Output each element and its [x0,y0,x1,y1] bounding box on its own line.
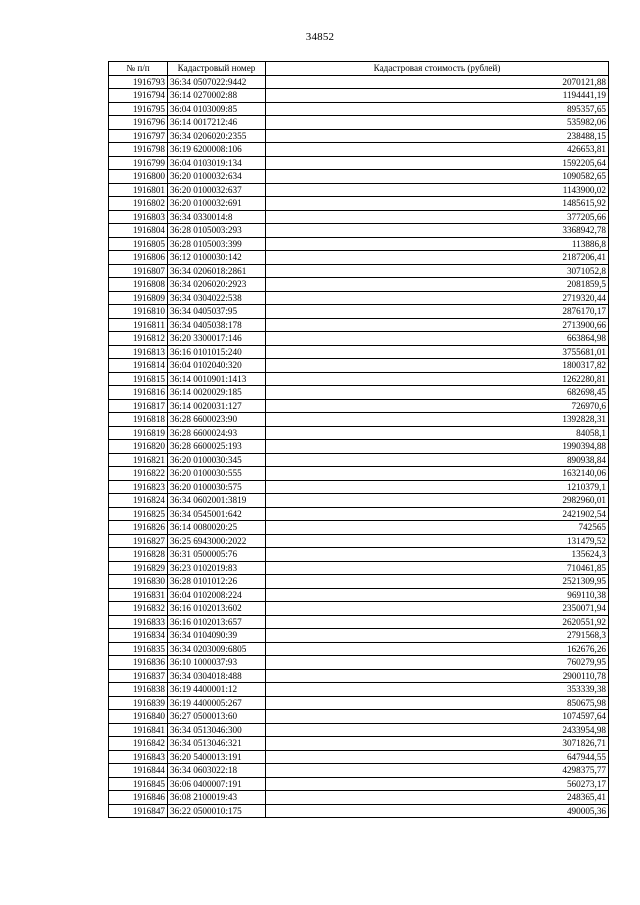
row-index-cell: 1916807 [109,264,168,278]
cadastral-number-cell: 36:20 0100032:637 [168,183,266,197]
cadastral-value-cell: 1262280,81 [266,372,609,386]
row-index-cell: 1916796 [109,116,168,130]
cadastral-number-cell: 36:06 0400007:191 [168,777,266,791]
cadastral-number-cell: 36:10 1000037:93 [168,656,266,670]
cadastral-value-cell: 1090582,65 [266,170,609,184]
cadastral-value-cell: 2620551,92 [266,615,609,629]
row-index-cell: 1916805 [109,237,168,251]
cadastral-number-cell: 36:27 0500013:60 [168,710,266,724]
column-header-cadastral-number: Кадастровый номер [168,62,266,76]
table-row [109,669,609,683]
cadastral-value-cell: 2900110,78 [266,669,609,683]
cadastral-value-cell: 663864,98 [266,332,609,346]
cadastral-number-cell: 36:34 0203009:6805 [168,642,266,656]
cadastral-number-cell: 36:20 3300017:146 [168,332,266,346]
row-index-cell: 1916812 [109,332,168,346]
row-index-cell: 1916814 [109,359,168,373]
row-index-cell: 1916835 [109,642,168,656]
table-row [109,561,609,575]
cadastral-number-cell: 36:34 0330014:8 [168,210,266,224]
table-row [109,696,609,710]
row-index-cell: 1916840 [109,710,168,724]
row-index-cell: 1916820 [109,440,168,454]
table-row [109,467,609,481]
cadastral-value-cell: 1485615,92 [266,197,609,211]
cadastral-value-cell: 248365,41 [266,791,609,805]
row-index-cell: 1916822 [109,467,168,481]
cadastral-number-cell: 36:34 0104090:39 [168,629,266,643]
cadastral-number-cell: 36:34 0405037:95 [168,305,266,319]
table-row [109,440,609,454]
table-row [109,656,609,670]
cadastral-value-cell: 1392828,31 [266,413,609,427]
row-index-cell: 1916800 [109,170,168,184]
cadastral-number-cell: 36:20 0100030:575 [168,480,266,494]
cadastral-value-cell: 1210379,1 [266,480,609,494]
cadastral-number-cell: 36:14 0020029:185 [168,386,266,400]
table-row [109,291,609,305]
row-index-cell: 1916821 [109,453,168,467]
cadastral-value-cell: 2719320,44 [266,291,609,305]
row-index-cell: 1916797 [109,129,168,143]
column-header-cadastral-value: Кадастровая стоимость (рублей) [266,62,609,76]
table-body [109,75,609,818]
row-index-cell: 1916818 [109,413,168,427]
table-row [109,318,609,332]
table-row [109,332,609,346]
row-index-cell: 1916825 [109,507,168,521]
row-index-cell: 1916828 [109,548,168,562]
table-row [109,642,609,656]
table-row [109,750,609,764]
table-row [109,588,609,602]
table-row [109,129,609,143]
cadastral-number-cell: 36:14 0080020:25 [168,521,266,535]
table-row [109,602,609,616]
cadastral-value-cell: 682698,45 [266,386,609,400]
table-row [109,494,609,508]
row-index-cell: 1916834 [109,629,168,643]
cadastral-number-cell: 36:14 0270002:88 [168,89,266,103]
cadastral-value-cell: 2791568,3 [266,629,609,643]
row-index-cell: 1916803 [109,210,168,224]
table-row [109,224,609,238]
row-index-cell: 1916810 [109,305,168,319]
row-index-cell: 1916801 [109,183,168,197]
table-row [109,413,609,427]
table-row [109,683,609,697]
row-index-cell: 1916839 [109,696,168,710]
row-index-cell: 1916809 [109,291,168,305]
cadastral-value-cell: 1074597,64 [266,710,609,724]
table-row [109,264,609,278]
table-row [109,183,609,197]
column-header-index: № п/п [109,62,168,76]
row-index-cell: 1916843 [109,750,168,764]
cadastral-value-cell: 238488,15 [266,129,609,143]
row-index-cell: 1916830 [109,575,168,589]
table-row [109,359,609,373]
cadastral-number-cell: 36:28 0105003:399 [168,237,266,251]
row-index-cell: 1916793 [109,75,168,89]
cadastral-value-cell: 969110,38 [266,588,609,602]
cadastral-number-cell: 36:34 0206020:2923 [168,278,266,292]
cadastral-value-cell: 135624,3 [266,548,609,562]
cadastral-number-cell: 36:14 0020031:127 [168,399,266,413]
cadastral-value-cell: 1143900,02 [266,183,609,197]
row-index-cell: 1916826 [109,521,168,535]
cadastral-value-cell: 742565 [266,521,609,535]
cadastral-number-cell: 36:23 0102019:83 [168,561,266,575]
cadastral-value-cell: 726970,6 [266,399,609,413]
row-index-cell: 1916819 [109,426,168,440]
row-index-cell: 1916806 [109,251,168,265]
table-row [109,143,609,157]
cadastral-number-cell: 36:04 0102008:224 [168,588,266,602]
row-index-cell: 1916836 [109,656,168,670]
row-index-cell: 1916842 [109,737,168,751]
cadastral-value-cell: 2521309,95 [266,575,609,589]
table-row [109,386,609,400]
row-index-cell: 1916845 [109,777,168,791]
cadastral-number-cell: 36:16 0102013:657 [168,615,266,629]
cadastral-value-cell: 377205,66 [266,210,609,224]
table-row [109,305,609,319]
cadastral-number-cell: 36:19 4400005:267 [168,696,266,710]
table-row [109,777,609,791]
table-header-row [109,62,609,76]
cadastral-number-cell: 36:19 6200008:106 [168,143,266,157]
row-index-cell: 1916804 [109,224,168,238]
table-row [109,507,609,521]
table-row [109,278,609,292]
row-index-cell: 1916827 [109,534,168,548]
table-row [109,251,609,265]
cadastral-number-cell: 36:16 0102013:602 [168,602,266,616]
row-index-cell: 1916795 [109,102,168,116]
cadastral-number-cell: 36:14 0017212:46 [168,116,266,130]
row-index-cell: 1916837 [109,669,168,683]
table-row [109,548,609,562]
table-row [109,210,609,224]
cadastral-value-cell: 84058,1 [266,426,609,440]
cadastral-number-cell: 36:28 0101012:26 [168,575,266,589]
cadastral-value-cell: 1592205,64 [266,156,609,170]
table-row [109,615,609,629]
cadastral-value-cell: 1194441,19 [266,89,609,103]
cadastral-number-cell: 36:34 0304018:488 [168,669,266,683]
table-row [109,710,609,724]
row-index-cell: 1916844 [109,764,168,778]
cadastral-value-cell: 890938,84 [266,453,609,467]
row-index-cell: 1916802 [109,197,168,211]
cadastral-value-cell: 3755681,01 [266,345,609,359]
row-index-cell: 1916813 [109,345,168,359]
table-row [109,521,609,535]
cadastral-value-cell: 895357,65 [266,102,609,116]
row-index-cell: 1916841 [109,723,168,737]
row-index-cell: 1916794 [109,89,168,103]
row-index-cell: 1916846 [109,791,168,805]
table-row [109,345,609,359]
table-row [109,453,609,467]
row-index-cell: 1916847 [109,804,168,818]
table-row [109,804,609,818]
cadastral-number-cell: 36:20 0100030:555 [168,467,266,481]
cadastral-number-cell: 36:34 0507022:9442 [168,75,266,89]
cadastral-value-cell: 560273,17 [266,777,609,791]
cadastral-value-cell: 2982960,01 [266,494,609,508]
cadastral-number-cell: 36:19 4400001:12 [168,683,266,697]
table-row [109,575,609,589]
cadastral-number-cell: 36:34 0304022:538 [168,291,266,305]
cadastral-value-cell: 1800317,82 [266,359,609,373]
table-row [109,534,609,548]
row-index-cell: 1916808 [109,278,168,292]
cadastral-number-cell: 36:28 6600023:90 [168,413,266,427]
page-number: 34852 [305,31,335,43]
table-row [109,764,609,778]
cadastral-number-cell: 36:31 0500005:76 [168,548,266,562]
cadastral-value-cell: 490005,36 [266,804,609,818]
cadastral-value-cell: 2876170,17 [266,305,609,319]
row-index-cell: 1916829 [109,561,168,575]
row-index-cell: 1916815 [109,372,168,386]
cadastral-number-cell: 36:20 0100030:345 [168,453,266,467]
cadastral-number-cell: 36:28 6600024:93 [168,426,266,440]
table-row [109,399,609,413]
cadastral-number-cell: 36:04 0103009:85 [168,102,266,116]
row-index-cell: 1916838 [109,683,168,697]
cadastral-value-cell: 131479,52 [266,534,609,548]
cadastral-number-cell: 36:08 2100019:43 [168,791,266,805]
cadastral-value-cell: 3368942,78 [266,224,609,238]
cadastral-value-cell: 760279,95 [266,656,609,670]
row-index-cell: 1916817 [109,399,168,413]
cadastral-value-cell: 2421902,54 [266,507,609,521]
cadastral-number-cell: 36:04 0103019:134 [168,156,266,170]
cadastral-number-cell: 36:16 0101015:240 [168,345,266,359]
cadastral-value-cell: 426653,81 [266,143,609,157]
table-row [109,237,609,251]
cadastral-number-cell: 36:20 0100032:691 [168,197,266,211]
cadastral-value-cell: 3071052,8 [266,264,609,278]
cadastral-value-cell: 4298375,77 [266,764,609,778]
table-row [109,723,609,737]
cadastral-number-cell: 36:34 0513046:300 [168,723,266,737]
table-row [109,791,609,805]
cadastral-value-cell: 850675,98 [266,696,609,710]
row-index-cell: 1916811 [109,318,168,332]
table-row [109,197,609,211]
cadastral-value-cell: 2350071,94 [266,602,609,616]
cadastral-value-cell: 1632140,06 [266,467,609,481]
cadastral-number-cell: 36:28 0105003:293 [168,224,266,238]
cadastral-value-cell: 2070121,88 [266,75,609,89]
cadastral-value-cell: 710461,85 [266,561,609,575]
row-index-cell: 1916833 [109,615,168,629]
cadastral-value-cell: 162676,26 [266,642,609,656]
cadastral-number-cell: 36:34 0405038:178 [168,318,266,332]
cadastral-value-cell: 3071826,71 [266,737,609,751]
row-index-cell: 1916816 [109,386,168,400]
table-row [109,372,609,386]
cadastral-number-cell: 36:34 0602001:3819 [168,494,266,508]
table-row [109,89,609,103]
row-index-cell: 1916823 [109,480,168,494]
cadastral-value-cell: 647944,55 [266,750,609,764]
cadastral-number-cell: 36:28 6600025:193 [168,440,266,454]
cadastral-value-cell: 113886,8 [266,237,609,251]
cadastral-value-cell: 2081859,5 [266,278,609,292]
cadastral-value-cell: 2187206,41 [266,251,609,265]
cadastral-number-cell: 36:34 0545001:642 [168,507,266,521]
table-row [109,737,609,751]
table-row [109,629,609,643]
row-index-cell: 1916832 [109,602,168,616]
cadastral-number-cell: 36:22 0500010:175 [168,804,266,818]
cadastral-number-cell: 36:34 0603022:18 [168,764,266,778]
table-row [109,480,609,494]
cadastral-number-cell: 36:14 0010901:1413 [168,372,266,386]
cadastral-value-cell: 1990394,88 [266,440,609,454]
row-index-cell: 1916799 [109,156,168,170]
table-row [109,156,609,170]
cadastral-number-cell: 36:25 6943000:2022 [168,534,266,548]
cadastral-value-cell: 535982,06 [266,116,609,130]
cadastral-value-cell: 2433954,98 [266,723,609,737]
row-index-cell: 1916831 [109,588,168,602]
cadastral-value-cell: 2713900,66 [266,318,609,332]
cadastral-number-cell: 36:12 0100030:142 [168,251,266,265]
cadastral-value-cell: 353339,38 [266,683,609,697]
cadastral-number-cell: 36:20 5400013:191 [168,750,266,764]
table-row [109,75,609,89]
cadastral-number-cell: 36:34 0513046:321 [168,737,266,751]
cadastral-number-cell: 36:20 0100032:634 [168,170,266,184]
cadastral-number-cell: 36:04 0102040:320 [168,359,266,373]
cadastral-number-cell: 36:34 0206020:2355 [168,129,266,143]
row-index-cell: 1916824 [109,494,168,508]
cadastral-value-table [108,61,609,818]
table-row [109,170,609,184]
cadastral-number-cell: 36:34 0206018:2861 [168,264,266,278]
table-row [109,116,609,130]
table-row [109,426,609,440]
table-row [109,102,609,116]
row-index-cell: 1916798 [109,143,168,157]
